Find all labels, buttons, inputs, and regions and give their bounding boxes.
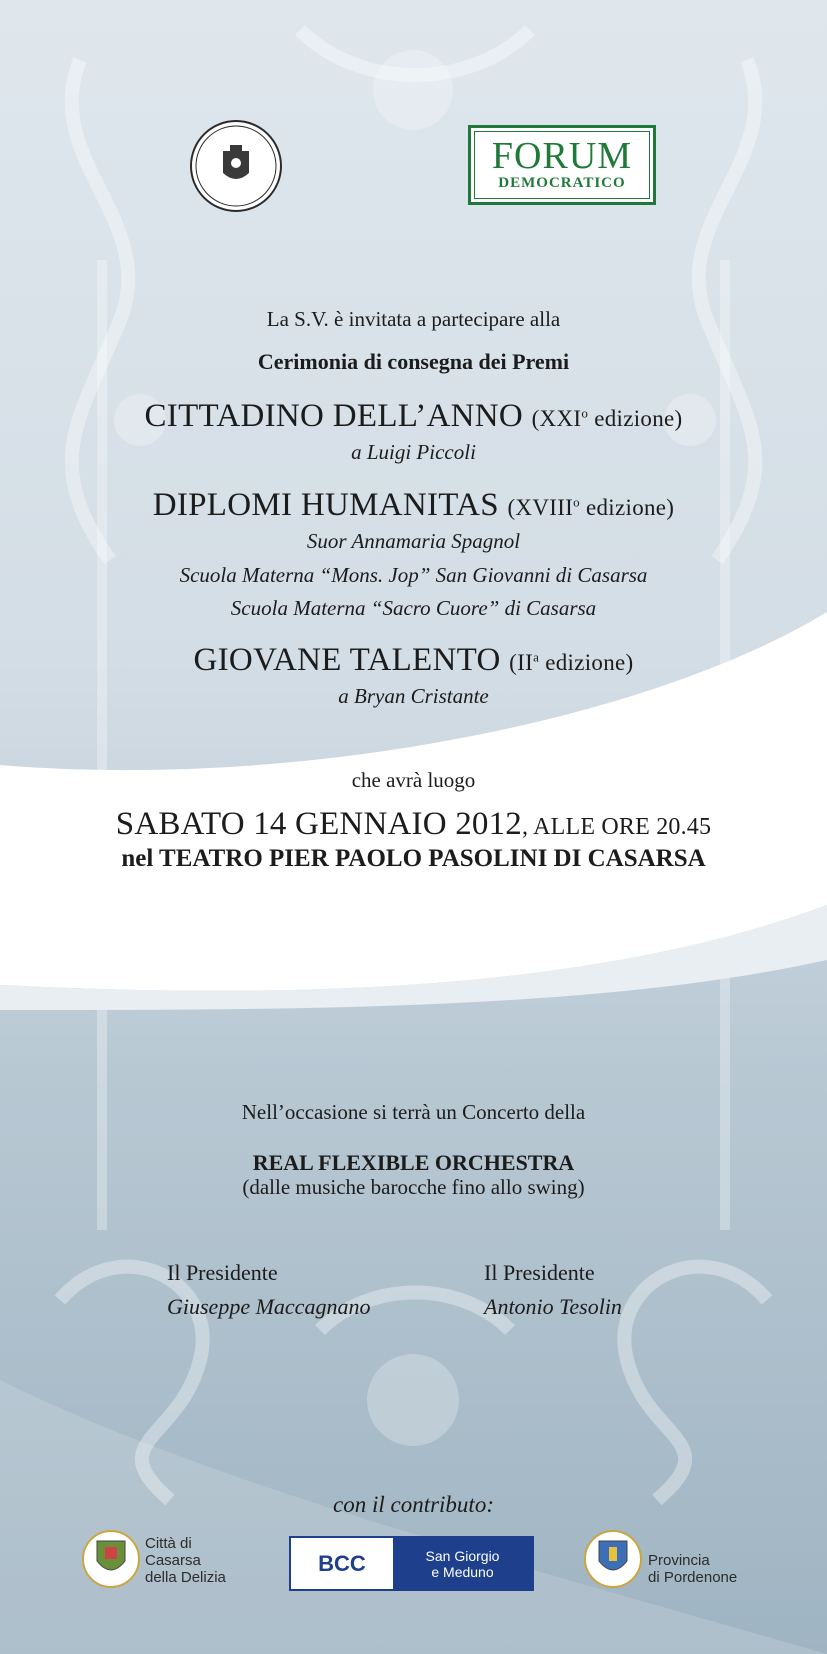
- event-time: , ALLE ORE 20.45: [522, 814, 712, 840]
- bcc-logo-right: San Giorgio e Meduno: [393, 1538, 532, 1589]
- sponsors-heading: con il contributo:: [333, 1492, 494, 1517]
- award-name: GIOVANE TALENTO: [193, 642, 501, 678]
- award-edition: (XXI$^o$ edizione): [531, 405, 683, 431]
- orchestra-subtitle: (dalle musiche barocche fino allo swing): [242, 1175, 585, 1199]
- award-recipient: a Bryan Cristante: [338, 684, 489, 708]
- award-recipient: Scuola Materna “Mons. Jop” San Giovanni di Casarsa: [179, 563, 648, 587]
- award-edition: (XVIII$^o$ edizione): [507, 494, 675, 520]
- forum-logo-title: FORUM: [491, 135, 633, 177]
- award-edition: ($II^a$ edizione): [509, 649, 634, 675]
- sponsor-provincia-text: Provincia di Pordenone: [648, 1552, 738, 1586]
- president-name: Antonio Tesolin: [484, 1294, 622, 1319]
- sponsor-casarsa-text: Città di Casarsa della Delizia: [145, 1535, 226, 1586]
- president-role: Il Presidente: [484, 1260, 595, 1285]
- event-venue: nel TEATRO PIER PAOLO PASOLINI DI CASARSA: [121, 845, 706, 872]
- forum-logo-subtitle: DEMOCRATICO: [498, 175, 626, 191]
- concert-intro: Nell’occasione si terrà un Concerto della: [241, 1100, 586, 1124]
- award-recipient: Scuola Materna “Sacro Cuore” di Casarsa: [230, 596, 597, 620]
- award-recipient: a Luigi Piccoli: [351, 440, 476, 464]
- bcc-logo-left: BCC: [291, 1538, 393, 1589]
- award-title-giovane-talento: [0, 641, 827, 682]
- pro-casarsa-logo: [190, 120, 282, 212]
- president-left: [167, 1256, 370, 1324]
- president-role: Il Presidente: [167, 1260, 278, 1285]
- provincia-coat-of-arms-icon: [584, 1530, 642, 1588]
- pro-casarsa-emblem-icon: [193, 123, 279, 209]
- orchestra-name: REAL FLEXIBLE ORCHESTRA: [252, 1150, 575, 1175]
- award-name: DIPLOMI HUMANITAS: [152, 487, 499, 523]
- ceremony-title: Cerimonia di consegna dei Premi: [257, 349, 570, 374]
- award-title-humanitas: [0, 486, 827, 527]
- award-name: CITTADINO DELL’ANNO: [144, 398, 524, 434]
- president-right: [484, 1256, 622, 1324]
- casarsa-coat-of-arms-icon: [82, 1530, 140, 1588]
- event-intro: che avrà luogo: [351, 768, 476, 792]
- president-name: Giuseppe Maccagnano: [167, 1294, 371, 1319]
- bcc-logo: [289, 1536, 534, 1591]
- event-date: [0, 806, 827, 843]
- invitation-line: La S.V. è invitata a partecipare alla: [266, 307, 561, 331]
- award-title-cittadino: [0, 397, 827, 438]
- event-date-text: SABATO 14 GENNAIO 2012: [115, 806, 522, 842]
- forum-democratico-logo: [468, 125, 656, 205]
- award-recipient: Suor Annamaria Spagnol: [306, 529, 521, 553]
